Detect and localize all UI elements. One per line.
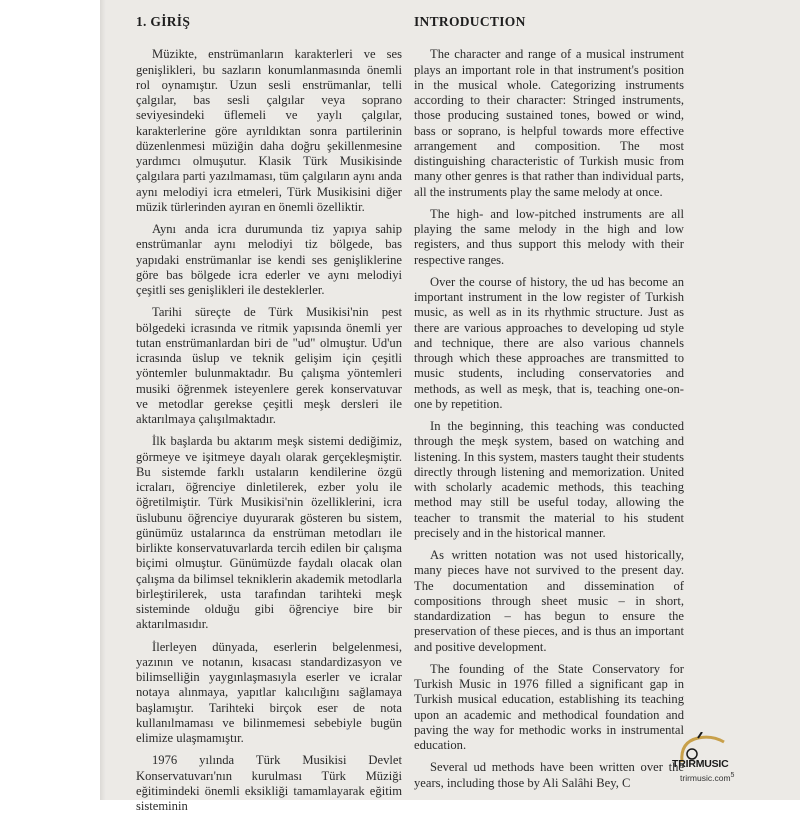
watermark-brand: TRIRMUSIC [672,758,729,770]
english-paragraph: The founding of the State Conservatory for Turkish Music in 1976 filled a significant gap in Turkish musical education, establishing its teaching upon an academic and methodical foundation and paving the way for methodic works in instrumental education. [414,661,684,752]
watermark-logo [672,732,752,794]
english-paragraph: The high- and low-pitched instruments are all playing the same melody in the high and low registers, and thus support this melody with their respective ranges. [414,206,684,267]
watermark-url [680,772,734,783]
turkish-paragraph: Aynı anda icra durumunda tiz yapıya sahip enstrümanlar aynı melodiyi tiz bölgede, bas yapıdaki enstrümanlar ise kendi ses genişliklerine göre bas bölgede icra ederler ve aynı melodiyi çeşitli ses genişlikleri ile desteklerler. [136,222,402,297]
turkish-paragraph: İlerleyen dünyada, eserlerin belgelenmesi, yazının ve notanın, kısacası standardizasyon ve bilimselliğin yaygınlaşmasıyla eserler ve icralar notaya alınmaya, yapıtlar kalıcılığını sağlamaya başlamıştır. Tarihteki birçok eser de nota kullanılmaması ve bilinmemesi sebebiyle bugün elimize ulaşmamıştır. [136,639,402,745]
turkish-paragraph: 1976 yılında Türk Musikisi Devlet Konservatuvarı'nın kurulması Türk Müziği eğitimindeki önemli eksikliği tamamlayarak eğitim sisteminin [136,753,402,813]
english-paragraph: In the beginning, this teaching was conducted through the meşk system, based on watching and listening. In this system, masters taught their students directly through listening and memorization. United with scholarly academic methods, this teaching method may still be useful today, allowing the teacher to transmit the material to his student precisely and in the historical manner. [414,419,684,540]
english-heading: INTRODUCTION [414,14,526,29]
turkish-heading: 1. GİRİŞ [136,14,191,29]
turkish-paragraph: Tarihi süreçte de Türk Musikisi'nin pest bölgedeki icrasında ve ritmik yapısında önemli yer tutan enstrümanlardan biri de "ud" olmuştur. Ud'un icrasında üslup ve teknik gelişim için çeşitli yöntemler bulunmaktadır. Bu çalışma yöntemleri musiki öğrenmek isteyenlere gerek konservatuvar ve metodlar gerekse çeşitli meşk dersleri ile aktarılmaya çalışılmaktadır. [136,305,402,426]
english-column [414,14,684,798]
turkish-column [136,14,402,821]
english-paragraph: The character and range of a musical instrument plays an important role in that instrument's position in the musical whole. Categorizing instruments according to their character: Stringed instruments, those producing sustained tones, bowed or wind, bass or soprano, is helpful towards more effective arrangement and composition. The most distinguishing characteristic of Turkish music from many other genres is that rather than individual parts, all the instruments play the same melody at once. [414,47,684,199]
english-paragraph: Several ud methods have been written over the years, including those by Ali Salâhi Bey, C [414,760,684,790]
english-paragraph: Over the course of history, the ud has become an important instrument in the low register of Turkish music, as well as in its rhythmic structure. Just as there are various approaches to developing ud style and technique, there are also various channels through which these approaches are transmitted to music students, including conservatories and methods, as well as meşk, that is, teaching one-on-one by repetition. [414,274,684,411]
turkish-paragraph: İlk başlarda bu aktarım meşk sistemi dediğimiz, görmeye ve işitmeye dayalı olarak gerçekleşmiştir. Bu sistemde farklı ustaların kendilerine özgü icraları, öğrenciye dinletilerek, ezber yolu ile öğretilmiştir. Türk Musikisi'nin özelliklerini, icra üslubunu öğrenciye duyurarak gösteren bu sistem, günümüz ustalarınca da enstrüman metodları ile birlikte konservatuvarlarda tercih edilen bir çalışma biçimi olmuştur. Günümüzde faydalı olacak olan çalışma da bilimsel tekniklerin akademik metodlarla birleştirilerek, usta tarafından tarihteki meşk sisteminde olduğu gibi öğrenciye bire bir aktarılmasıdır. [136,434,402,632]
page-number: 5 [730,772,735,779]
english-paragraph: As written notation was not used historically, many pieces have not survived to the present day. The documentation and dissemination of compositions through sheet music – in short, standardization – has begun to ensure the preservation of these pieces, and is thus an important and positive development. [414,548,684,654]
watermark-url-text: trirmusic.com [680,772,731,783]
turkish-paragraph: Müzikte, enstrümanların karakterleri ve ses genişlikleri, bu sazların konumlanmasında önemli rol oynamıştır. Uzun sesli enstrümanlar, telli çalgılar, bas sesli çalgılar veya soprano seviyesindeki üflemeli ve yaylı çalgılar, karakterlerine göre ayrıldıktan sonra partilerinin düzenlenmesi müziğin daha doğru şekillenmesine yardımcı olmuşutur. Klasik Türk Musikisinde çalgılara parti yazılmaması, tüm çalgıların aynı anda aynı melodiyi icra etmeleri, Türk Musikisini diğer müzik türlerinden ayıran en önemli özelliktir. [136,47,402,214]
